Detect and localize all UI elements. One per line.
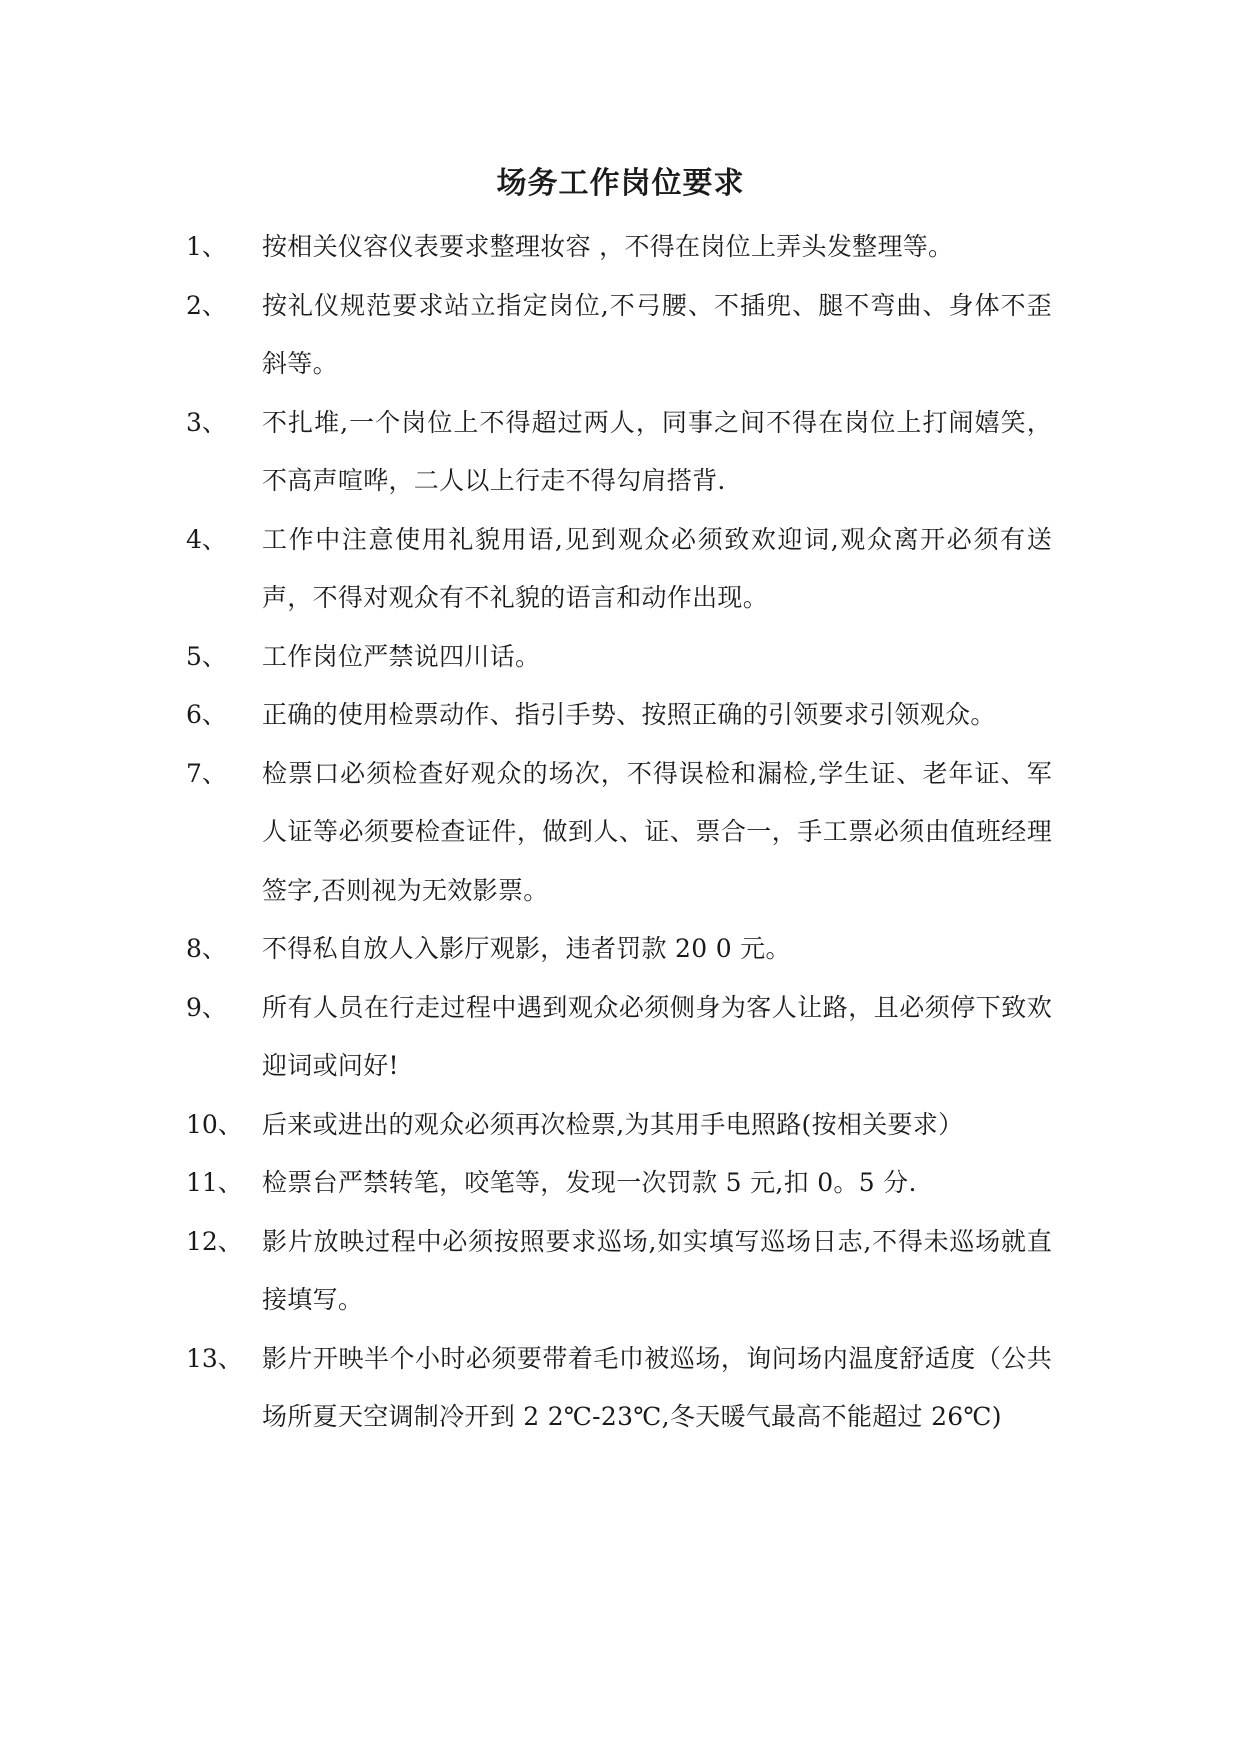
rule-item (0, 1213, 1241, 1330)
rule-item (0, 920, 1241, 979)
rule-text: 工作中注意使用礼貌用语,见到观众必须致欢迎词,观众离开必须有送声，不得对观众有不礼貌的语言和动作出现。 (262, 524, 1052, 612)
rule-text: 影片开映半个小时必须要带着毛巾被巡场，询问场内温度舒适度（公共场所夏天空调制冷开到 2 2℃-23℃,冬天暖气最高不能超过 26℃) (262, 1343, 1052, 1431)
rule-item (0, 511, 1241, 628)
rule-item (0, 394, 1241, 511)
rule-number: 6、 (186, 700, 227, 729)
rule-number: 7、 (186, 758, 227, 788)
rule-number: 10、 (186, 1109, 243, 1139)
rule-number: 2、 (186, 290, 227, 320)
rule-number: 12、 (186, 1226, 243, 1256)
rule-item (0, 1096, 1241, 1155)
rule-item (0, 686, 1241, 745)
rule-item (0, 218, 1241, 277)
rule-text: 工作岗位严禁说四川话。 (262, 641, 541, 671)
rule-number: 13、 (186, 1343, 243, 1373)
rules-list (0, 218, 1241, 1447)
rule-item (0, 745, 1241, 921)
rule-number: 5、 (186, 641, 227, 671)
rule-text: 不扎堆,一个岗位上不得超过两人，同事之间不得在岗位上打闹嬉笑，不高声喧哗，二人以上行走不得勾肩搭背. (262, 407, 1052, 495)
rule-text: 后来或进出的观众必须再次检票,为其用手电照路(按相关要求） (262, 1109, 964, 1139)
rule-text: 检票台严禁转笔，咬笔等，发现一次罚款 5 元,扣 0。5 分. (262, 1168, 917, 1197)
rule-text: 按礼仪规范要求站立指定岗位,不弓腰、不插兜、腿不弯曲、身体不歪斜等。 (262, 290, 1052, 378)
rule-number: 8、 (186, 934, 227, 963)
rule-text: 按相关仪容仪表要求整理妆容 ，不得在岗位上弄头发整理等。 (262, 232, 954, 261)
rule-item (0, 628, 1241, 687)
rule-number: 11、 (186, 1168, 243, 1197)
rule-number: 4、 (186, 524, 227, 554)
rule-number: 1、 (186, 232, 227, 261)
rule-text: 检票口必须检查好观众的场次，不得误检和漏检,学生证、老年证、军人证等必须要检查证件，做到人、证、票合一，手工票必须由值班经理签字,否则视为无效影票。 (262, 758, 1052, 905)
rule-text: 不得私自放人入影厅观影，违者罚款 20 0 元。 (262, 934, 791, 963)
page-title: 场务工作岗位要求 (496, 166, 745, 201)
rule-text: 正确的使用检票动作、指引手势、按照正确的引领要求引领观众。 (262, 700, 996, 729)
rule-item (0, 1154, 1241, 1213)
rule-number: 9、 (186, 992, 227, 1022)
rule-item (0, 979, 1241, 1096)
rule-item (0, 277, 1241, 394)
rule-text: 影片放映过程中必须按照要求巡场,如实填写巡场日志,不得未巡场就直接填写。 (262, 1226, 1052, 1314)
rule-item (0, 1330, 1241, 1447)
rule-number: 3、 (186, 407, 227, 437)
rule-text: 所有人员在行走过程中遇到观众必须侧身为客人让路，且必须停下致欢迎词或问好! (262, 992, 1052, 1080)
